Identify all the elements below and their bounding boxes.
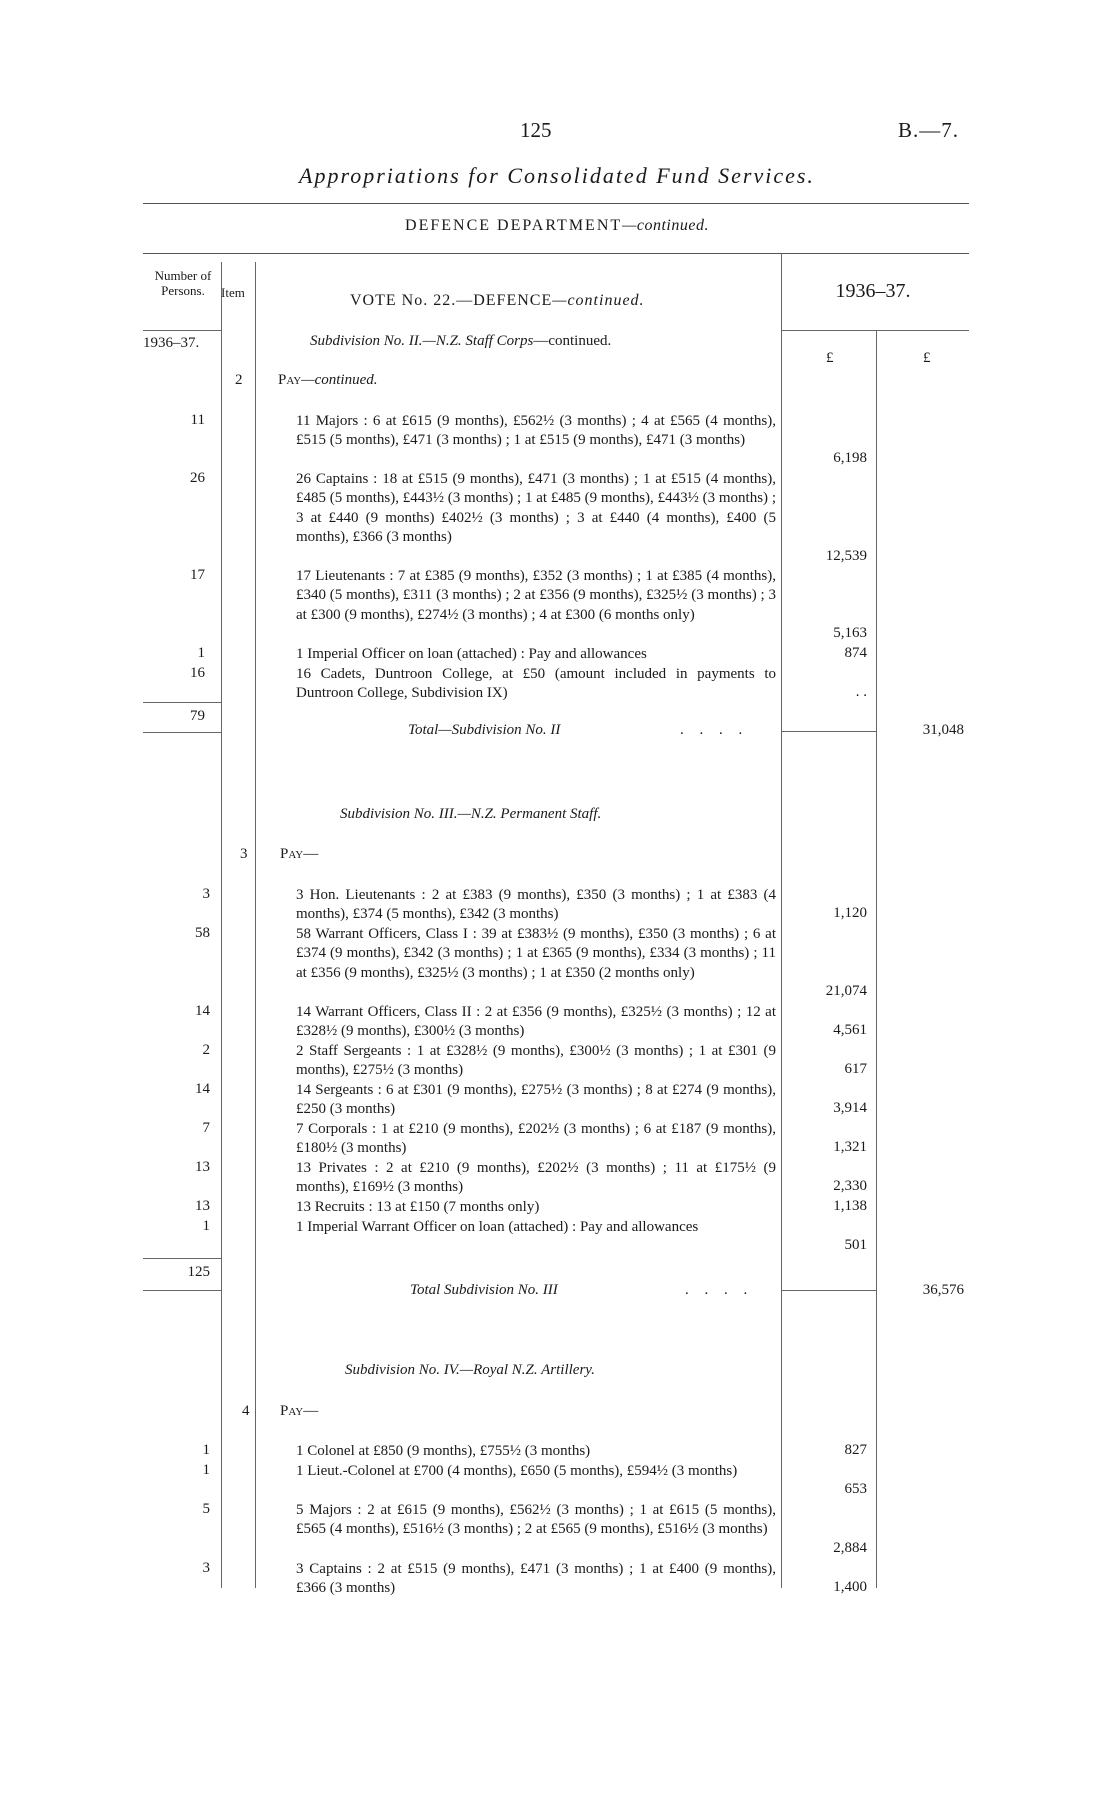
table-top-rule [143,253,969,254]
total-rule-persons [143,1258,221,1259]
amount: 1,120 [833,905,867,921]
amount: 21,074 [825,983,867,999]
total-persons: 79 [190,708,205,724]
amount: 4,561 [833,1022,867,1038]
pay-entry: 14 Sergeants : 6 at £301 (9 months), £275½ (3 months) ; 8 at £274 (9 months), £250 (3 months) [296,1082,776,1118]
amount: 6,198 [833,450,867,466]
total-rule-amount [781,731,876,732]
total-rule-amount [781,1290,876,1291]
persons-count: 1 [197,645,205,661]
subdivision-3-total-label: Total Subdivision No. III [410,1282,558,1298]
subdivision-3-item: 3 [240,846,248,862]
persons-count: 5 [202,1501,210,1517]
pay-entry: 3 Captains : 2 at £515 (9 months), £471 (3 months) ; 1 at £400 (9 months), £366 (3 months) [296,1561,776,1597]
column-divider-amount [781,253,782,1588]
amount: 5,163 [833,625,867,641]
amount: 827 [844,1442,867,1458]
pay-entry: 13 Recruits : 13 at £150 (7 months only) [296,1199,540,1215]
persons-count: 14 [195,1003,210,1019]
persons-count: 1 [202,1218,210,1234]
subdivision-2-pay-label: Pay—continued. [278,372,378,388]
persons-count: 3 [202,886,210,902]
pay-entry: 26 Captains : 18 at £515 (9 months), £471 (3 months) ; 1 at £515 (4 months), £485 (5 months), £443½ (3 months) ; 1 at £485 (9 months), £443½ (3 months) ; 3 at £440 (9 months) £402½ (3 months) ; 3 at £440 (4 months), £400 (5 months), £366 (3 months) [296,471,776,546]
pay-entry: 1 Colonel at £850 (9 months), £755½ (3 months) [296,1443,591,1459]
persons-count: 11 [190,412,205,428]
pay-entry: 13 Privates : 2 at £210 (9 months), £202½ (3 months) ; 11 at £175½ (9 months), £169½ (3 months) [296,1160,776,1196]
pay-entry: 1 Imperial Warrant Officer on loan (attached) : Pay and allowances [296,1219,699,1235]
pay-entry: 3 Hon. Lieutenants : 2 at £383 (9 months), £350 (3 months) ; 1 at £383 (4 months), £374 (5 months), £342 (3 months) [296,887,776,923]
subdivision-4-heading: Subdivision No. IV.—Royal N.Z. Artillery. [345,1362,595,1378]
amount: 653 [844,1481,867,1497]
header-item: Item [221,285,245,300]
subdivision-3-total: 36,576 [922,1282,964,1298]
persons-count: 16 [190,665,205,681]
persons-count: 26 [190,470,205,486]
subdivision-2-item: 2 [235,372,243,388]
pay-entry: 11 Majors : 6 at £615 (9 months), £562½ (3 months) ; 4 at £565 (4 months), £515 (5 months), £471 (3 months) ; 1 at £515 (9 months), £471 (3 months) [296,413,776,449]
persons-count: 1 [202,1462,210,1478]
column-divider-persons [221,262,222,1588]
persons-count: 14 [195,1081,210,1097]
persons-count: 2 [202,1042,210,1058]
amount: 874 [844,645,867,661]
leader-dots: . . . . [685,1282,754,1298]
amount: 1,321 [833,1139,867,1155]
amount: 2,330 [833,1178,867,1194]
persons-count: 7 [202,1120,210,1136]
department-heading: DEFENCE DEPARTMENT—continued. [405,217,709,234]
persons-year: 1936–37. [143,335,200,351]
total-underline-persons [143,1290,221,1291]
currency-symbol-total: £ [923,350,931,366]
subdivision-2-total: 31,048 [922,722,964,738]
pay-entry: 1 Lieut.-Colonel at £700 (4 months), £650 (5 months), £594½ (3 months) [296,1463,738,1479]
header-year: 1936–37. [835,280,911,302]
subdivision-3-pay-label: Pay— [280,846,319,862]
amount: 12,539 [825,548,867,564]
subdivision-2-total-label: Total—Subdivision No. II [408,722,561,738]
column-divider-total [876,330,877,1588]
pay-entry: 5 Majors : 2 at £615 (9 months), £562½ (3 months) ; 1 at £615 (5 months), £565 (4 months), £516½ (3 months) ; 2 at £565 (9 months), £516½ (3 months) [296,1502,776,1538]
total-underline-persons [143,732,221,733]
amount: . . [855,684,867,700]
pay-entry: 14 Warrant Officers, Class II : 2 at £356 (9 months), £325½ (3 months) ; 12 at £328½ (9 months), £300½ (3 months) [296,1004,776,1040]
persons-count: 13 [195,1159,210,1175]
title-rule [143,203,969,204]
persons-count: 17 [190,567,205,583]
persons-count: 3 [202,1560,210,1576]
total-persons: 125 [187,1264,210,1280]
pay-entry: 2 Staff Sergeants : 1 at £328½ (9 months), £300½ (3 months) ; 1 at £301 (9 months), £275½ (3 months) [296,1043,776,1079]
subdivision-2-heading: Subdivision No. II.—N.Z. Staff Corps—continued. [310,333,612,349]
pay-entry: 58 Warrant Officers, Class I : 39 at £383½ (9 months), £350 (3 months) ; 6 at £374 (9 months), £342 (3 months) ; 1 at £365 (9 months), £334 (3 months) ; 11 at £356 (9 months), £325½ (3 months) ; 1 at £350 (2 months only) [296,926,776,981]
subdivision-3-heading: Subdivision No. III.—N.Z. Permanent Staff. [340,806,602,822]
persons-count: 13 [195,1198,210,1214]
currency-symbol-amount: £ [826,350,834,366]
header-number-of-persons: Number of Persons. [154,268,212,298]
amount: 2,884 [833,1540,867,1556]
subdivision-4-pay-label: Pay— [280,1403,319,1419]
amount: 1,138 [833,1198,867,1214]
pay-entry: 1 Imperial Officer on loan (attached) : Pay and allowances [296,646,647,662]
document-reference: B.—7. [898,118,960,142]
amount: 501 [844,1237,867,1253]
persons-count: 1 [202,1442,210,1458]
persons-count: 58 [195,925,210,941]
pay-entry: 17 Lieutenants : 7 at £385 (9 months), £352 (3 months) ; 1 at £385 (4 months), £340 (5 months), £311 (3 months) ; 2 at £356 (9 months), £325½ (3 months) ; 3 at £300 (9 months), £274½ (3 months) ; 4 at £300 (6 months only) [296,568,776,623]
pay-entry: 16 Cadets, Duntroon College, at £50 (amount included in payments to Duntroon College, Subdivision IX) [296,666,776,702]
leader-dots: . . . . [680,722,749,738]
header-vote: VOTE No. 22.—DEFENCE—continued. [350,292,645,309]
column-divider-item [255,262,256,1588]
header-rule-persons [143,330,221,331]
amount: 617 [844,1061,867,1077]
total-rule-persons [143,702,221,703]
page-title: Appropriations for Consolidated Fund Services. [299,163,815,188]
header-rule-year [781,330,969,331]
amount: 3,914 [833,1100,867,1116]
pay-entry: 7 Corporals : 1 at £210 (9 months), £202½ (3 months) ; 6 at £187 (9 months), £180½ (3 months) [296,1121,776,1157]
page-number: 125 [520,118,552,142]
amount: 1,400 [833,1579,867,1595]
subdivision-4-item: 4 [242,1403,250,1419]
